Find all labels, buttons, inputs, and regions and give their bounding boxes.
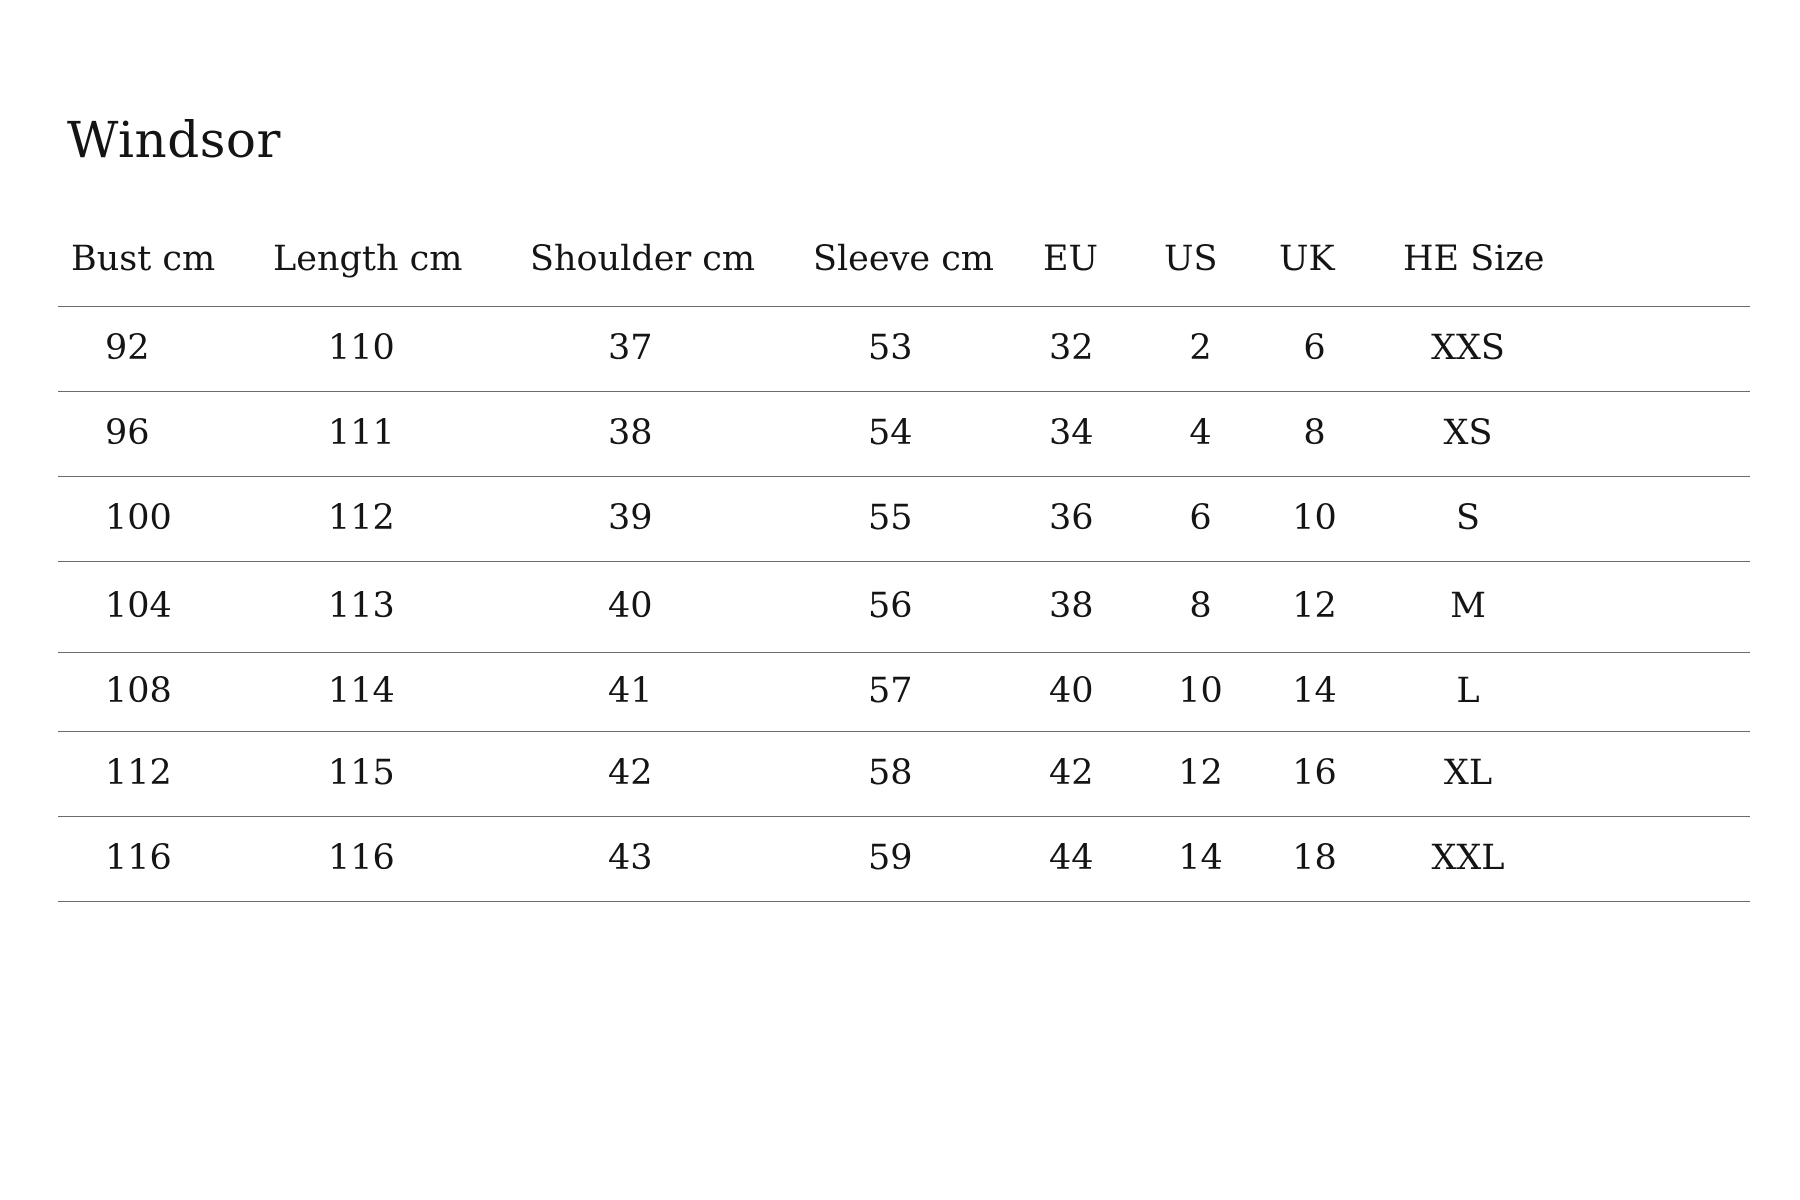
cell-sleeve: 59 — [813, 816, 1043, 901]
cell-he-size — [1403, 731, 1750, 816]
cell-eu: 44 — [1043, 816, 1161, 901]
cell-us: 8 — [1161, 561, 1276, 652]
cell-eu: 42 — [1043, 731, 1161, 816]
table-row — [58, 652, 1750, 731]
table-row — [58, 816, 1750, 901]
size-chart-table — [58, 222, 1750, 902]
table-row — [58, 306, 1750, 391]
cell-bust: 100 — [58, 476, 273, 561]
cell-shoulder: 39 — [528, 476, 813, 561]
header-length: Length cm — [273, 222, 528, 306]
cell-uk: 12 — [1276, 561, 1403, 652]
header-sleeve: Sleeve cm — [813, 222, 1043, 306]
cell-length: 114 — [273, 652, 528, 731]
cell-eu: 36 — [1043, 476, 1161, 561]
cell-bust: 92 — [58, 306, 273, 391]
cell-he-size — [1403, 816, 1750, 901]
cell-length: 112 — [273, 476, 528, 561]
table-header-row — [58, 222, 1750, 306]
cell-he-size — [1403, 652, 1750, 731]
cell-uk: 8 — [1276, 391, 1403, 476]
header-he-size: HE Size — [1403, 222, 1750, 306]
cell-sleeve: 53 — [813, 306, 1043, 391]
cell-us: 12 — [1161, 731, 1276, 816]
cell-shoulder: 37 — [528, 306, 813, 391]
he-size-value: XL — [1443, 753, 1493, 793]
header-shoulder: Shoulder cm — [528, 222, 813, 306]
cell-length: 116 — [273, 816, 528, 901]
cell-bust: 116 — [58, 816, 273, 901]
cell-sleeve: 54 — [813, 391, 1043, 476]
he-size-value: S — [1456, 498, 1480, 538]
table-row — [58, 391, 1750, 476]
header-bust: Bust cm — [58, 222, 273, 306]
cell-us: 4 — [1161, 391, 1276, 476]
cell-us: 10 — [1161, 652, 1276, 731]
cell-us: 2 — [1161, 306, 1276, 391]
cell-bust: 104 — [58, 561, 273, 652]
cell-us: 14 — [1161, 816, 1276, 901]
cell-shoulder: 41 — [528, 652, 813, 731]
cell-he-size — [1403, 391, 1750, 476]
cell-uk: 6 — [1276, 306, 1403, 391]
cell-length: 115 — [273, 731, 528, 816]
page-title: Windsor — [67, 111, 281, 169]
table-row — [58, 731, 1750, 816]
cell-us: 6 — [1161, 476, 1276, 561]
cell-bust: 108 — [58, 652, 273, 731]
cell-shoulder: 42 — [528, 731, 813, 816]
cell-bust: 112 — [58, 731, 273, 816]
cell-shoulder: 40 — [528, 561, 813, 652]
table-row — [58, 476, 1750, 561]
cell-sleeve: 58 — [813, 731, 1043, 816]
cell-uk: 16 — [1276, 731, 1403, 816]
header-us: US — [1161, 222, 1276, 306]
cell-shoulder: 38 — [528, 391, 813, 476]
cell-he-size — [1403, 561, 1750, 652]
he-size-value: XXS — [1431, 328, 1505, 368]
cell-eu: 38 — [1043, 561, 1161, 652]
cell-he-size — [1403, 306, 1750, 391]
cell-eu: 34 — [1043, 391, 1161, 476]
header-eu: EU — [1043, 222, 1161, 306]
cell-length: 113 — [273, 561, 528, 652]
cell-uk: 14 — [1276, 652, 1403, 731]
cell-sleeve: 57 — [813, 652, 1043, 731]
he-size-value: M — [1450, 586, 1486, 626]
cell-sleeve: 56 — [813, 561, 1043, 652]
cell-length: 111 — [273, 391, 528, 476]
table-row — [58, 561, 1750, 652]
cell-sleeve: 55 — [813, 476, 1043, 561]
cell-length: 110 — [273, 306, 528, 391]
cell-bust: 96 — [58, 391, 273, 476]
he-size-value: XXL — [1431, 838, 1505, 878]
he-size-value: XS — [1443, 413, 1493, 453]
cell-shoulder: 43 — [528, 816, 813, 901]
he-size-value: L — [1456, 671, 1480, 711]
cell-uk: 18 — [1276, 816, 1403, 901]
cell-he-size — [1403, 476, 1750, 561]
cell-uk: 10 — [1276, 476, 1403, 561]
header-uk: UK — [1276, 222, 1403, 306]
cell-eu: 40 — [1043, 652, 1161, 731]
cell-eu: 32 — [1043, 306, 1161, 391]
